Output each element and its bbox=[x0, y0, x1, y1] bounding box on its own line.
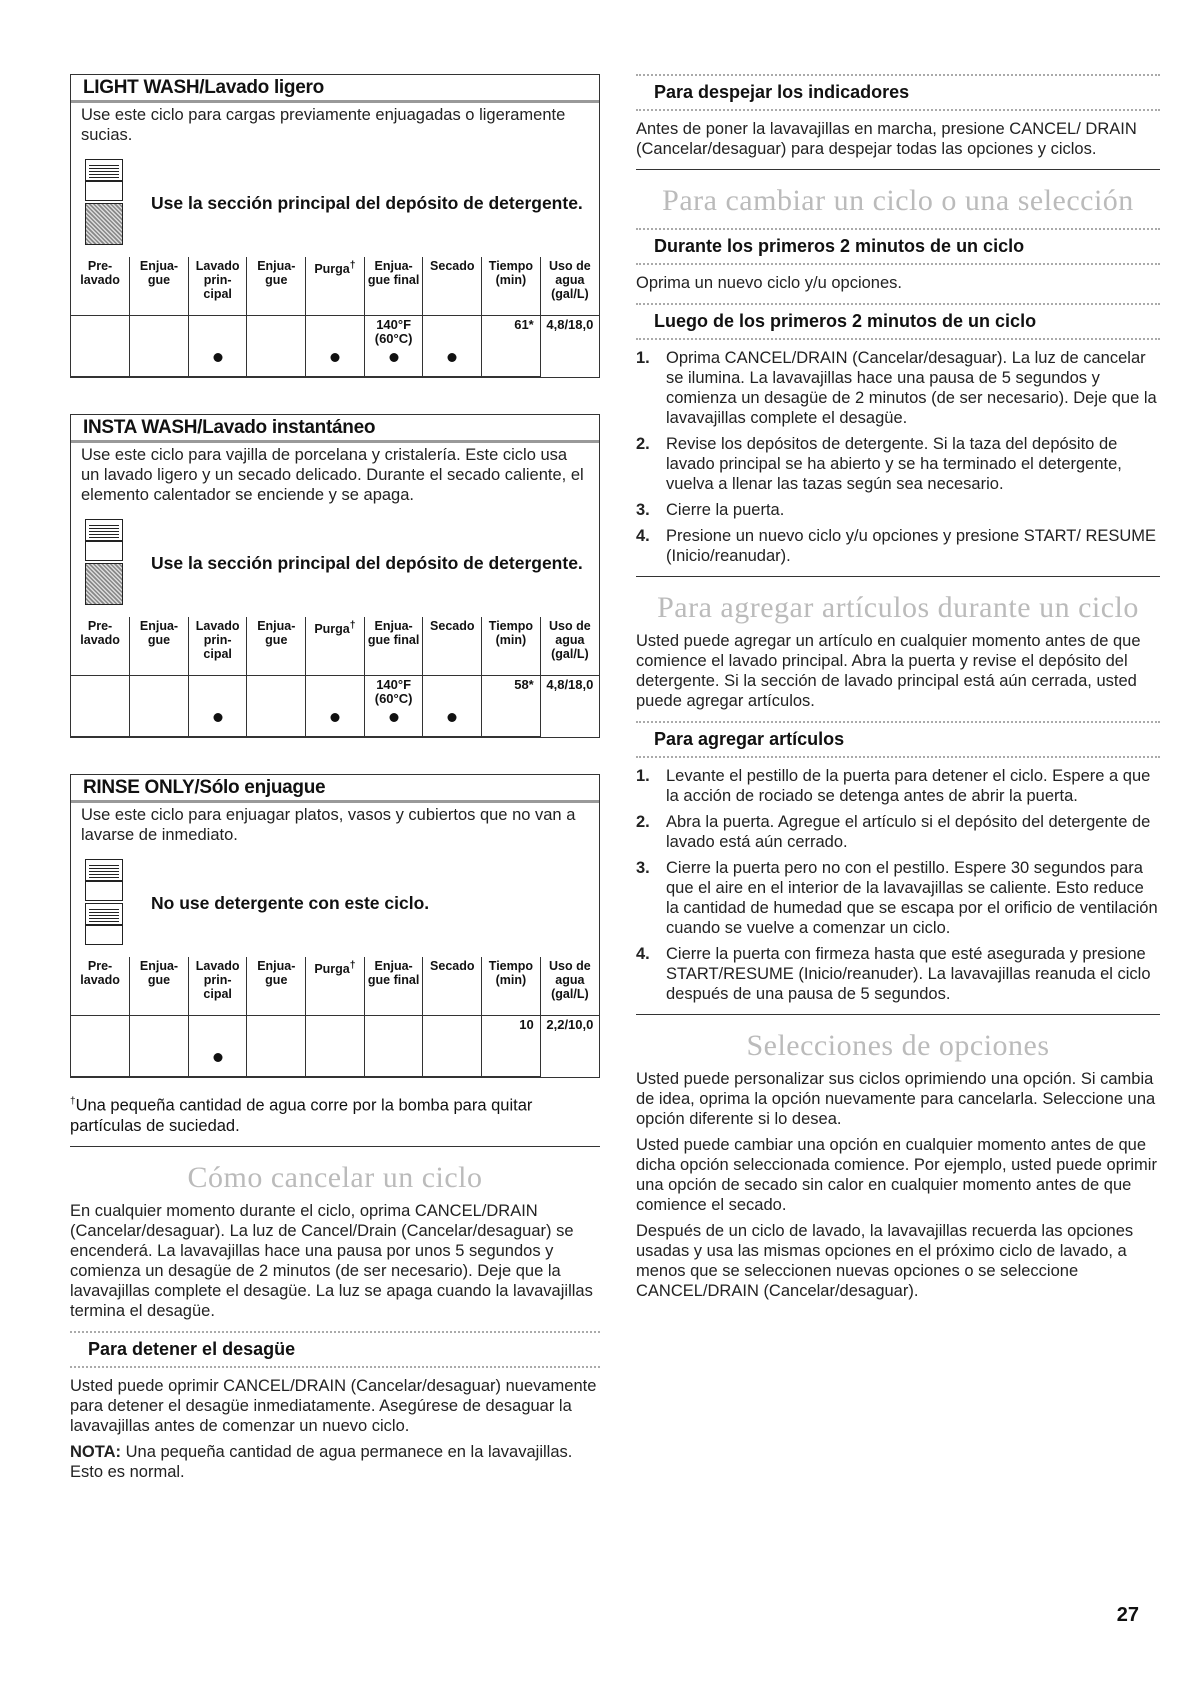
cell-uso-agua: 2,2/10,0 bbox=[540, 1016, 599, 1077]
cancel-heading: Cómo cancelar un ciclo bbox=[187, 1160, 483, 1194]
col-lavado: Lavado prin-cipal bbox=[188, 957, 247, 1016]
dagger-mark: † bbox=[349, 620, 356, 631]
dispenser-empty-icon bbox=[85, 903, 123, 945]
cancel-text: En cualquier momento durante el ciclo, oprima CANCEL/DRAIN (Cancelar/desaguar). La luz de Cancel/Drain (Cancelar/desaguar) se encenderá. La lavavajillas hace una pausa por unos 5 segundos y comienza un desagüe de 2 minutos (de ser necesario). Deje que la lavavajillas complete el desagüe. La luz se apaga cuando la lavavajillas termina el desagüe. bbox=[70, 1201, 593, 1320]
list-item bbox=[636, 500, 1160, 520]
footnote-text: Una pequeña cantidad de agua corre por la bomba para quitar partículas de suciedad. bbox=[70, 1096, 533, 1135]
cell-uso-agua: 4,8/18,0 bbox=[540, 676, 599, 737]
first-minutes-heading: Durante los primeros 2 minutos de un ciclo bbox=[636, 228, 1160, 265]
cycle-header bbox=[71, 775, 599, 803]
cell-uso-agua: 4,8/18,0 bbox=[540, 316, 599, 377]
divider bbox=[636, 576, 1160, 577]
cycle-rinse-only bbox=[70, 774, 600, 1078]
step-number: 4. bbox=[636, 945, 650, 963]
step-text: Oprima CANCEL/DRAIN (Cancelar/desaguar). La luz de cancelar se ilumina. La lavavajillas hace una pausa de 5 segundos y comienza un desagüe de 2 minutos (de ser necesario). Deje que la lavavajillas complete el desagüe. bbox=[666, 349, 1157, 427]
col-purga bbox=[306, 957, 365, 1016]
cell-prelavado bbox=[71, 676, 130, 737]
cycle-light-wash bbox=[70, 74, 600, 378]
cycle-description: Use este ciclo para vajilla de porcelana y cristalería. Este ciclo usa un lavado ligero y un secado delicado. Durante el secado caliente, el elemento calentador se enciende y se apaga. bbox=[81, 446, 584, 504]
step-number: 2. bbox=[636, 813, 650, 831]
list-item bbox=[636, 348, 1160, 428]
col-tiempo: Tiempo (min) bbox=[482, 957, 541, 1016]
cell-enjuague bbox=[130, 316, 189, 377]
col-prelavado: Pre-lavado bbox=[71, 257, 130, 316]
table-value-row bbox=[71, 676, 599, 737]
step-dot-icon bbox=[389, 353, 398, 362]
col-enjuague: Enjua-gue bbox=[130, 957, 189, 1016]
col-lavado: Lavado prin-cipal bbox=[188, 617, 247, 676]
cycle-insta-wash bbox=[70, 414, 600, 738]
cell-tiempo: 61* bbox=[482, 316, 541, 377]
step-dot-icon bbox=[213, 1053, 222, 1062]
detergent-instruction: Use la sección principal del depósito de detergente. bbox=[151, 192, 583, 213]
cycle-table bbox=[71, 617, 599, 737]
col-prelavado: Pre-lavado bbox=[71, 957, 130, 1016]
dispenser-filled-icon bbox=[85, 203, 123, 245]
step-number: 3. bbox=[636, 859, 650, 877]
cell-purga bbox=[306, 1016, 365, 1077]
purga-label: Purga bbox=[314, 962, 350, 977]
step-number: 1. bbox=[636, 349, 650, 367]
cycle-header bbox=[71, 75, 599, 103]
cycle-title: LIGHT WASH/Lavado ligero bbox=[83, 77, 324, 98]
list-item bbox=[636, 944, 1160, 1004]
detergent-row bbox=[71, 845, 599, 957]
list-item bbox=[636, 526, 1160, 566]
step-dot-icon bbox=[330, 353, 339, 362]
after-minutes-heading: Luego de los primeros 2 minutos de un ciclo bbox=[636, 303, 1160, 340]
cell-enjuague-final bbox=[364, 676, 423, 737]
cycle-title: RINSE ONLY/Sólo enjuague bbox=[83, 777, 326, 798]
detergent-icons bbox=[85, 159, 127, 247]
col-tiempo: Tiempo (min) bbox=[482, 257, 541, 316]
dagger-mark: † bbox=[349, 260, 356, 271]
list-item bbox=[636, 766, 1160, 806]
col-secado: Secado bbox=[423, 957, 482, 1016]
col-uso-agua: Uso de agua (gal/L) bbox=[540, 257, 599, 316]
cell-enjuague bbox=[247, 1016, 306, 1077]
dispenser-filled-icon bbox=[85, 563, 123, 605]
col-enjuague-final: Enjua-gue final bbox=[364, 617, 423, 676]
detergent-instruction: Use la sección principal del depósito de detergente. bbox=[151, 552, 583, 573]
cell-enjuague-final bbox=[364, 316, 423, 377]
temp-value: 140°F (60°C) bbox=[374, 317, 413, 346]
nota-text bbox=[70, 1442, 600, 1482]
cell-secado bbox=[423, 1016, 482, 1077]
dagger-mark: † bbox=[349, 960, 356, 971]
dispenser-empty-icon bbox=[85, 519, 123, 561]
col-enjuague: Enjua-gue bbox=[247, 257, 306, 316]
stop-drain-text: Usted puede oprimir CANCEL/DRAIN (Cancelar/desaguar) nuevamente para detener el desagüe inmediatamente. Asegúrese de desaguar la lavavajillas antes de comenzar un nuevo ciclo. bbox=[70, 1376, 597, 1435]
cell-lavado bbox=[188, 1016, 247, 1077]
indicators-heading: Para despejar los indicadores bbox=[636, 74, 1160, 111]
cell-secado bbox=[423, 316, 482, 377]
cell-purga bbox=[306, 316, 365, 377]
step-text: Levante el pestillo de la puerta para detener el ciclo. Espere a que la acción de rociado se detenga antes de abrir la puerta. bbox=[666, 767, 1151, 805]
cell-prelavado bbox=[71, 316, 130, 377]
detergent-icons bbox=[85, 859, 127, 947]
cycle-description: Use este ciclo para cargas previamente enjuagadas o ligeramente sucias. bbox=[81, 106, 566, 144]
step-dot-icon bbox=[213, 353, 222, 362]
dispenser-empty-icon bbox=[85, 159, 123, 201]
cell-secado bbox=[423, 676, 482, 737]
col-purga bbox=[306, 617, 365, 676]
col-enjuague-final: Enjua-gue final bbox=[364, 257, 423, 316]
options-paragraph: Después de un ciclo de lavado, la lavavajillas recuerda las opciones usadas y usa las mismas opciones en el próximo ciclo de lavado, a menos que se seleccionen nuevas opciones o se seleccione CANCEL/DRAIN (Cancelar/desaguar). bbox=[636, 1222, 1134, 1300]
cell-lavado bbox=[188, 676, 247, 737]
nota-body: Una pequeña cantidad de agua permanece en la lavavajillas. Esto es normal. bbox=[70, 1442, 573, 1481]
cell-lavado bbox=[188, 316, 247, 377]
step-dot-icon bbox=[330, 713, 339, 722]
options-paragraph: Usted puede cambiar una opción en cualquier momento antes de que dicha opción seleccionada comience. Por ejemplo, usted puede oprimir una opción de secado sin calor en cualquier momento antes de que comience el secado. bbox=[636, 1136, 1157, 1214]
cycle-description: Use este ciclo para enjuagar platos, vasos y cubiertos que no van a lavarse de inmediato. bbox=[81, 806, 576, 844]
step-text: Presione un nuevo ciclo y/u opciones y presione START/ RESUME (Inicio/reanudar). bbox=[666, 527, 1157, 565]
col-prelavado: Pre-lavado bbox=[71, 617, 130, 676]
cell-tiempo: 10 bbox=[482, 1016, 541, 1077]
col-lavado: Lavado prin-cipal bbox=[188, 257, 247, 316]
col-secado: Secado bbox=[423, 257, 482, 316]
col-uso-agua: Uso de agua (gal/L) bbox=[540, 957, 599, 1016]
add-items-subheading: Para agregar artículos bbox=[636, 721, 1160, 758]
page-number: 27 bbox=[1116, 1604, 1139, 1626]
divider bbox=[636, 1014, 1160, 1015]
list-item bbox=[636, 858, 1160, 938]
step-number: 1. bbox=[636, 767, 650, 785]
col-uso-agua: Uso de agua (gal/L) bbox=[540, 617, 599, 676]
col-enjuague: Enjua-gue bbox=[130, 617, 189, 676]
add-items-heading: Para agregar artículos durante un ciclo bbox=[657, 591, 1139, 624]
col-enjuague: Enjua-gue bbox=[247, 617, 306, 676]
table-header-row bbox=[71, 957, 599, 1016]
step-dot-icon bbox=[448, 353, 457, 362]
add-items-text: Usted puede agregar un artículo en cualquier momento antes de que comience el lavado principal. Abra la puerta y revise el depósito del detergente. Si la sección de lavado principal está aún cerrada, usted puede agregar artículos. bbox=[636, 632, 1141, 710]
col-purga bbox=[306, 257, 365, 316]
list-item bbox=[636, 434, 1160, 494]
col-enjuague: Enjua-gue bbox=[247, 957, 306, 1016]
change-heading: Para cambiar un ciclo o una selección bbox=[662, 184, 1134, 217]
step-text: Abra la puerta. Agregue el artículo si el depósito del detergente de lavado está aún cerrado. bbox=[666, 813, 1151, 851]
col-secado: Secado bbox=[423, 617, 482, 676]
left-column bbox=[70, 74, 600, 1488]
cell-enjuague bbox=[130, 676, 189, 737]
cell-enjuague-final bbox=[364, 1016, 423, 1077]
purga-label: Purga bbox=[314, 262, 350, 277]
col-enjuague-final: Enjua-gue final bbox=[364, 957, 423, 1016]
step-number: 3. bbox=[636, 501, 650, 519]
step-text: Cierre la puerta con firmeza hasta que esté asegurada y presione START/RESUME (Inicio/reanuder). La lavavajillas reanuda el ciclo después de una pausa de 5 segundos. bbox=[666, 945, 1151, 1003]
list-item bbox=[636, 812, 1160, 852]
cell-enjuague bbox=[247, 676, 306, 737]
options-paragraph: Usted puede personalizar sus ciclos oprimiendo una opción. Si cambia de idea, oprima la opción nuevamente para cancelarla. Seleccione una opción diferente si lo desea. bbox=[636, 1070, 1156, 1128]
col-tiempo: Tiempo (min) bbox=[482, 617, 541, 676]
cell-tiempo: 58* bbox=[482, 676, 541, 737]
add-steps bbox=[636, 766, 1160, 1004]
cycle-title: INSTA WASH/Lavado instantáneo bbox=[83, 417, 376, 438]
temp-value: 140°F (60°C) bbox=[374, 677, 413, 706]
cycle-header bbox=[71, 415, 599, 443]
nota-label: NOTA: bbox=[70, 1442, 122, 1461]
detergent-icons bbox=[85, 519, 127, 607]
step-text: Revise los depósitos de detergente. Si la taza del depósito de lavado principal se ha abierto y se ha terminado el detergente, vuelva a llenar las tazas según sea necesario. bbox=[666, 435, 1122, 493]
indicators-text: Antes de poner la lavavajillas en marcha, presione CANCEL/ DRAIN (Cancelar/desaguar) para despejar todas las opciones y ciclos. bbox=[636, 120, 1137, 158]
detergent-row bbox=[71, 505, 599, 617]
stop-drain-heading: Para detener el desagüe bbox=[70, 1331, 600, 1368]
step-dot-icon bbox=[213, 713, 222, 722]
dispenser-empty-icon bbox=[85, 859, 123, 901]
step-number: 2. bbox=[636, 435, 650, 453]
detergent-row bbox=[71, 145, 599, 257]
cell-enjuague bbox=[247, 316, 306, 377]
divider bbox=[636, 169, 1160, 170]
cell-purga bbox=[306, 676, 365, 737]
table-value-row bbox=[71, 1016, 599, 1077]
detergent-instruction: No use detergente con este ciclo. bbox=[151, 892, 430, 913]
table-value-row bbox=[71, 316, 599, 377]
options-heading: Selecciones de opciones bbox=[746, 1029, 1050, 1062]
table-header-row bbox=[71, 257, 599, 316]
table-header-row bbox=[71, 617, 599, 676]
col-enjuague: Enjua-gue bbox=[130, 257, 189, 316]
cycle-table bbox=[71, 957, 599, 1077]
cell-prelavado bbox=[71, 1016, 130, 1077]
right-column bbox=[636, 74, 1160, 1307]
step-text: Cierre la puerta. bbox=[666, 501, 785, 519]
step-number: 4. bbox=[636, 527, 650, 545]
cell-enjuague bbox=[130, 1016, 189, 1077]
step-dot-icon bbox=[389, 713, 398, 722]
cycle-table bbox=[71, 257, 599, 377]
first-minutes-text: Oprima un nuevo ciclo y/u opciones. bbox=[636, 274, 902, 292]
step-dot-icon bbox=[448, 713, 457, 722]
change-steps bbox=[636, 348, 1160, 566]
dagger-mark: † bbox=[70, 1096, 76, 1107]
purga-label: Purga bbox=[314, 622, 350, 637]
step-text: Cierre la puerta pero no con el pestillo. Espere 30 segundos para que el aire en el interior de la lavavajillas se caliente. Esto reduce la cantidad de humedad que se escapa por el orificio de ventilación cuando se vuelve a comenzar un ciclo. bbox=[666, 859, 1158, 937]
purge-footnote bbox=[70, 1092, 600, 1147]
